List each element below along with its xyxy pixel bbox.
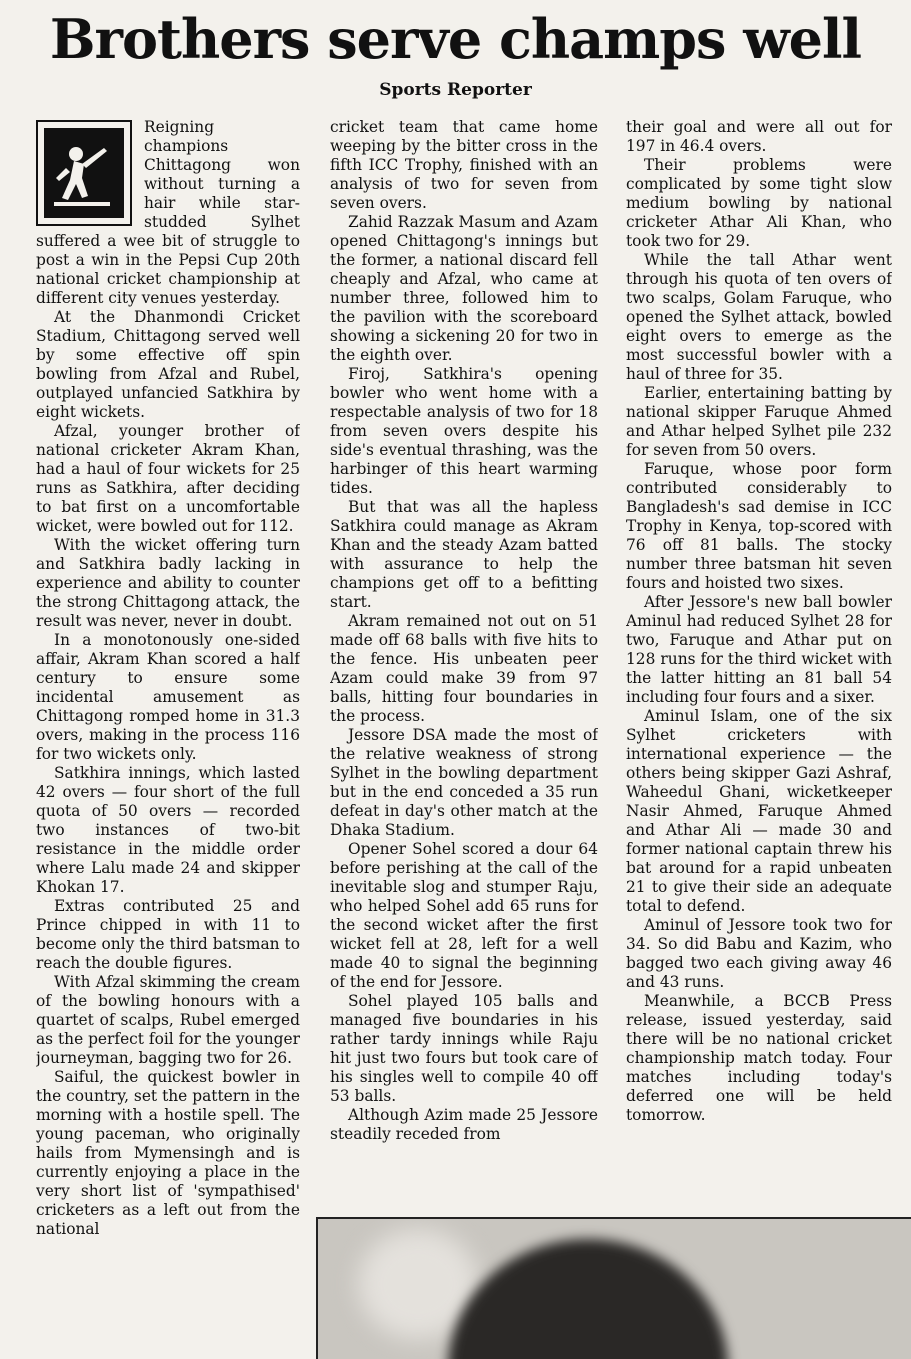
paragraph: Reigning champions Chittagong won without turning a hair while star-studded Sylhet suffered a wee bit of struggle to post a win in the Pepsi Cup 20th national cricket championship at different city venues yesterday. [36, 118, 300, 307]
paragraph: Aminul of Jessore took two for 34. So did Babu and Kazim, who bagged two each giving away 46 and 43 runs. [626, 916, 892, 991]
paragraph: Earlier, entertaining batting by national skipper Faruque Ahmed and Athar helped Sylhet pile 232 for seven from 50 overs. [626, 384, 892, 459]
paragraph: But that was all the hapless Satkhira could manage as Akram Khan and the steady Azam batted with assurance to help the champions get off to a befitting start. [330, 498, 598, 611]
paragraph: cricket team that came home weeping by the bitter cross in the fifth ICC Trophy, finished with an analysis of two for seven from seven overs. [330, 118, 598, 212]
article-column-2 [330, 118, 598, 1198]
paragraph: At the Dhanmondi Cricket Stadium, Chittagong served well by some effective off spin bowling from Afzal and Rubel, outplayed unfancied Satkhira by eight wickets. [36, 308, 300, 421]
paragraph: Zahid Razzak Masum and Azam opened Chittagong's innings but the former, a national discard fell cheaply and Afzal, who came at number three, followed him to the pavilion with the scoreboard showing a sickening 20 for two in the eighth over. [330, 213, 598, 364]
headline: Brothers serve champs well [49, 7, 862, 71]
article-column-3 [626, 118, 892, 1208]
paragraph: Although Azim made 25 Jessore steadily receded from [330, 1106, 598, 1143]
paragraph: In a monotonously one-sided affair, Akram Khan scored a half century to ensure some incidental amusement as Chittagong romped home in 31.3 overs, making in the process 116 for two wickets only. [36, 631, 300, 763]
paragraph: their goal and were all out for 197 in 46.4 overs. [626, 118, 892, 155]
news-photo [316, 1217, 911, 1359]
paragraph: Opener Sohel scored a dour 64 before perishing at the call of the inevitable slog and stumper Raju, who helped Sohel add 65 runs for the second wicket after the first wicket fell at 28, left for a well made 40 to signal the beginning of the end for Jessore. [330, 840, 598, 991]
paragraph: With the wicket offering turn and Satkhira badly lacking in experience and ability to counter the strong Chittagong attack, the result was never, never in doubt. [36, 536, 300, 630]
cricket-batsman-icon [36, 120, 132, 226]
paragraph: Extras contributed 25 and Prince chipped in with 11 to become only the third batsman to reach the double figures. [36, 897, 300, 972]
paragraph: Jessore DSA made the most of the relative weakness of strong Sylhet in the bowling department but in the end conceded a 35 run defeat in day's other match at the Dhaka Stadium. [330, 726, 598, 839]
paragraph: Firoj, Satkhira's opening bowler who went home with a respectable analysis of two for 18 from seven overs despite his side's eventual thrashing, was the harbinger of this heart warming tides. [330, 365, 598, 497]
paragraph: Aminul Islam, one of the six Sylhet cricketers with international experience — the others being skipper Gazi Ashraf, Waheedul Ghani, wicketkeeper Nasir Ahmed, Faruque Ahmed and Athar Ali — made 30 and former national captain threw his bat around for a rapid unbeaten 21 to give their side an adequate total to defend. [626, 707, 892, 915]
article-column-1 [36, 118, 300, 1348]
paragraph: With Afzal skimming the cream of the bowling honours with a quartet of scalps, Rubel emerged as the perfect foil for the younger journeyman, bagging two for 26. [36, 973, 300, 1067]
paragraph: Saiful, the quickest bowler in the country, set the pattern in the morning with a hostile spell. The young paceman, who originally hails from Mymensingh and is currently enjoying a place in the very short list of 'sympathised' cricketers as a left out from the national [36, 1068, 300, 1238]
paragraph: After Jessore's new ball bowler Aminul had reduced Sylhet 28 for two, Faruque and Athar put on 128 runs for the third wicket with the latter hitting an 81 ball 54 including four fours and a sixer. [626, 593, 892, 706]
paragraph: Afzal, younger brother of national cricketer Akram Khan, had a haul of four wickets for 25 runs as Satkhira, after deciding to bat first on a uncomfortable wicket, were bowled out for 112. [36, 422, 300, 535]
photo-subject [448, 1239, 728, 1359]
paragraph: Satkhira innings, which lasted 42 overs — four short of the full quota of 50 overs — recorded two instances of two-bit resistance in the middle order where Lalu made 24 and skipper Khokan 17. [36, 764, 300, 896]
paragraph: Their problems were complicated by some tight slow medium bowling by national cricketer Athar Ali Khan, who took two for 29. [626, 156, 892, 250]
paragraph: While the tall Athar went through his quota of ten overs of two scalps, Golam Faruque, who opened the Sylhet attack, bowled eight overs to emerge as the most successful bowler with a haul of three for 35. [626, 251, 892, 383]
paragraph: Meanwhile, a BCCB Press release, issued yesterday, said there will be no national cricket championship match today. Four matches including today's deferred one will be held tomorrow. [626, 992, 892, 1124]
paragraph: Sohel played 105 balls and managed five boundaries in his rather tardy innings while Raju hit just two fours but took care of his singles well to compile 40 off 53 balls. [330, 992, 598, 1105]
byline: Sports Reporter [379, 80, 532, 100]
paragraph: Faruque, whose poor form contributed considerably to Bangladesh's sad demise in ICC Trophy in Kenya, top-scored with 76 off 81 balls. The stocky number three batsman hit seven fours and hoisted two sixes. [626, 460, 892, 592]
paragraph: Akram remained not out on 51 made off 68 balls with five hits to the fence. His unbeaten peer Azam could make 39 from 97 balls, hitting four boundaries in the process. [330, 612, 598, 725]
